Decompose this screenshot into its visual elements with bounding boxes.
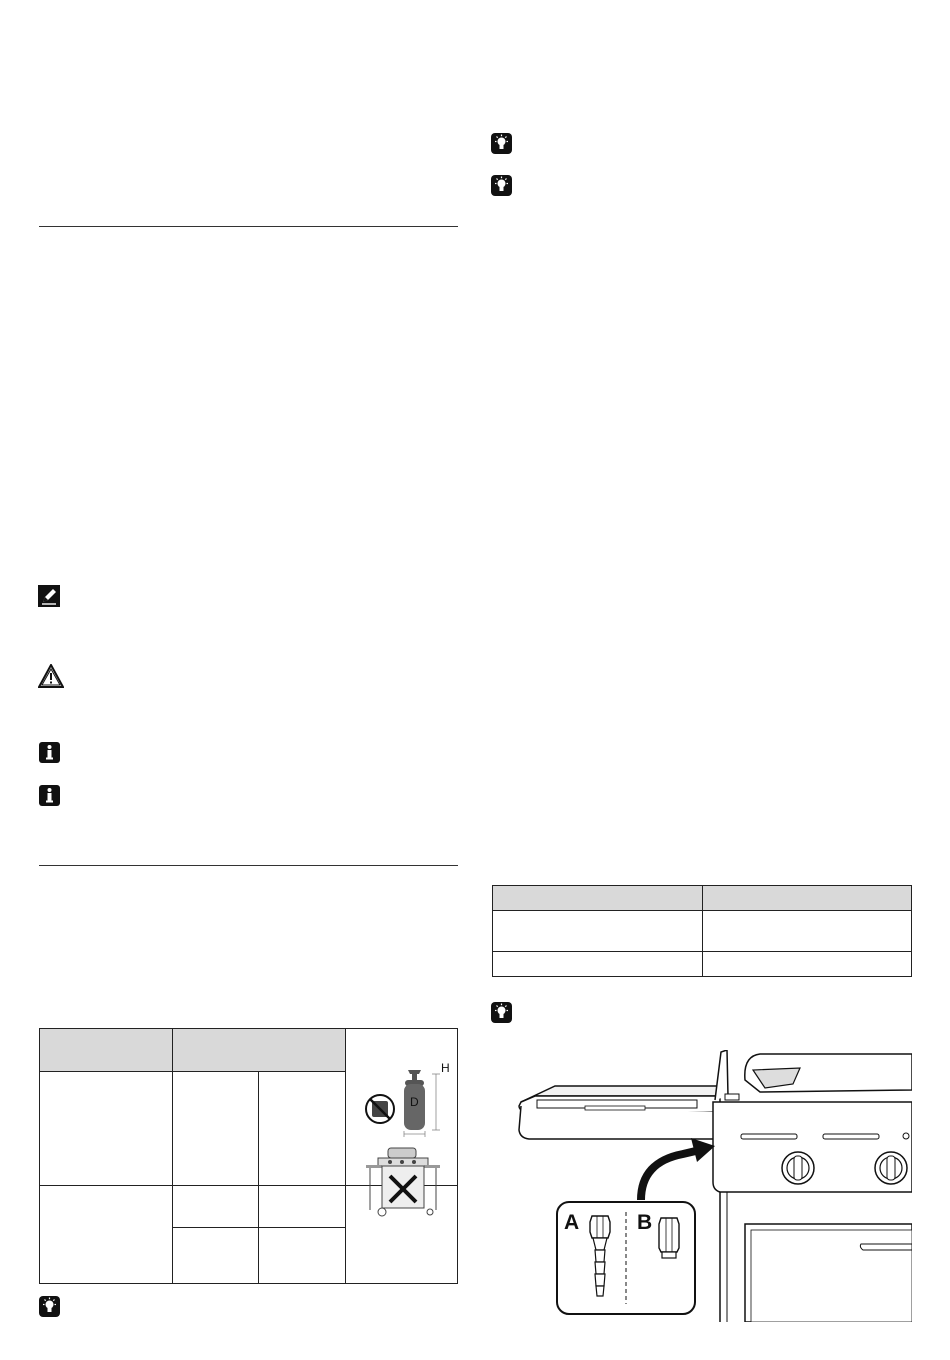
connector-label-b: B xyxy=(637,1211,653,1234)
height-label: H xyxy=(440,1061,450,1075)
specification-table xyxy=(492,885,912,977)
table-cell xyxy=(172,1227,259,1283)
table-cell xyxy=(172,1072,259,1185)
table-cell xyxy=(40,1185,173,1283)
table-cell xyxy=(703,952,912,977)
table-cell xyxy=(40,1072,173,1185)
gas-cylinder-table xyxy=(39,1028,458,1284)
table-cell xyxy=(172,1185,259,1227)
table-cell xyxy=(259,1185,346,1227)
grill-side-connector-illustration xyxy=(515,1050,912,1322)
table-header-cell xyxy=(703,886,912,911)
lightbulb-tip-icon xyxy=(491,1002,512,1023)
table-cell xyxy=(703,911,912,952)
section-divider-bottom xyxy=(39,865,458,866)
table-header-cell xyxy=(172,1029,345,1072)
lightbulb-tip-icon xyxy=(491,175,512,196)
lightbulb-tip-icon xyxy=(39,1296,60,1317)
diameter-label: D xyxy=(409,1095,419,1109)
info-icon xyxy=(39,785,60,806)
table-cell xyxy=(493,911,703,952)
cylinder-illustration-cell xyxy=(345,1029,457,1186)
lightbulb-tip-icon xyxy=(491,133,512,154)
connector-label-a: A xyxy=(564,1211,580,1234)
cylinder-dimension-illustration xyxy=(346,1062,457,1152)
section-divider-top xyxy=(39,226,458,227)
warning-triangle-icon xyxy=(38,664,64,688)
table-cell xyxy=(259,1072,346,1185)
table-cell xyxy=(493,952,703,977)
grill-storage-illustration-cell xyxy=(345,1185,457,1283)
table-cell xyxy=(259,1227,346,1283)
info-icon xyxy=(39,742,60,763)
pen-note-icon xyxy=(38,585,60,607)
gas-connector-figure xyxy=(515,1050,912,1322)
table-header-cell xyxy=(493,886,703,911)
table-header-cell xyxy=(40,1029,173,1072)
